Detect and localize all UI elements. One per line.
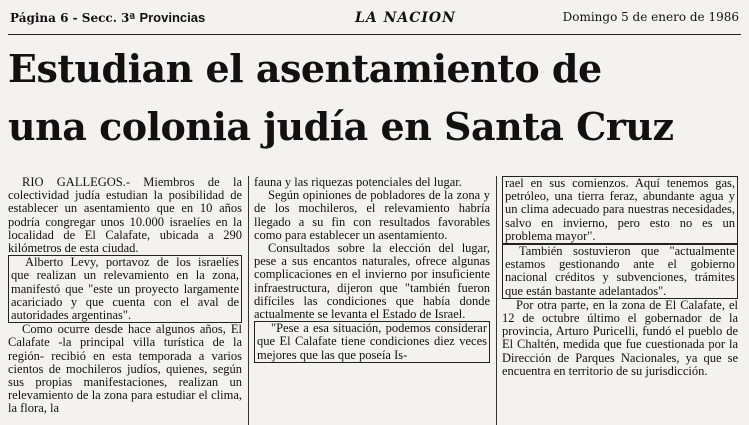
- newspaper-name: LA NACION: [355, 10, 456, 26]
- paragraph: Consultados sobre la elección del lugar, pese a sus encantos naturales, ofrece algunas complicaciones en el invierno por insuficiente infraestructura, dijeron que "también fueron difíciles las condiciones que había donde actualmente se levanta el Estado de Israel.: [254, 241, 490, 322]
- paragraph: "Pese a esa situación, podemos considerar que El Calafate tiene condiciones diez veces mejores que las que poseía Is-: [254, 321, 490, 363]
- header-rule: [8, 34, 741, 35]
- paragraph: Según opiniones de pobladores de la zona y de los mochileros, el relevamiento habría llegado a su fin con resultados favorables como para establecer un asentamiento.: [254, 188, 490, 242]
- article-column-1: [8, 176, 242, 416]
- headline-line-2: una colonia judía en Santa Cruz: [8, 104, 674, 149]
- column-divider-2: [496, 176, 497, 425]
- page-section: Página 6 - Secc. 3ª: [10, 11, 136, 25]
- publication-date: Domingo 5 de enero de 1986: [562, 10, 739, 24]
- article-column-2: [254, 176, 490, 363]
- page-section-label: [10, 10, 205, 25]
- paragraph: Como ocurre desde hace algunos años, El Calafate -la principal villa turística de la región- recibió en esta temporada a varios cientos de mochileros judíos, quienes, según sus propias manifestaciones, realizan un relevamiento de la zona para estudiar el clima, la flora, la: [8, 322, 242, 416]
- paragraph: rael en sus comienzos. Aquí tenemos gas, petróleo, una tierra feraz, abundante agua y un clima adecuado para nuestras necesidades, salvo en invierno, pero esto no es un problema mayor".: [502, 176, 738, 244]
- paragraph: Por otra parte, en la zona de El Calafate, el 12 de octubre último el gobernador de la provincia, Arturo Puricelli, fundó el pueblo de El Chaltén, medida que fue cuestionada por la Dirección de Parques Nacionales, ya que se encuentra en territorio de su jurisdicción.: [502, 297, 738, 378]
- paragraph: fauna y las riquezas potenciales del lugar.: [254, 175, 462, 189]
- article-column-3: [502, 176, 738, 378]
- headline-line-1: Estudian el asentamiento de: [8, 46, 602, 91]
- section-name: Provincias: [139, 10, 206, 25]
- column-divider-1: [248, 176, 249, 425]
- paragraph: RIO GALLEGOS.- Miembros de la colectividad judía estudian la posibilidad de establecer un asentamiento que en 10 años podría congregar unos 10.000 israelíes en la localidad de El Calafate, ubicada a 290 kilómetros de esta ciudad.: [8, 175, 242, 256]
- paragraph: También sostuvieron que "actualmente estamos gestionando ante el gobierno nacional créditos y subvenciones, trámites que están bastante adelantados".: [502, 244, 738, 299]
- paragraph: Alberto Levy, portavoz de los israelíes que realizan un relevamiento en la zona, manifestó que "este un proyecto largamente acariciado y que cuenta con el aval de autoridades argentinas".: [8, 255, 242, 323]
